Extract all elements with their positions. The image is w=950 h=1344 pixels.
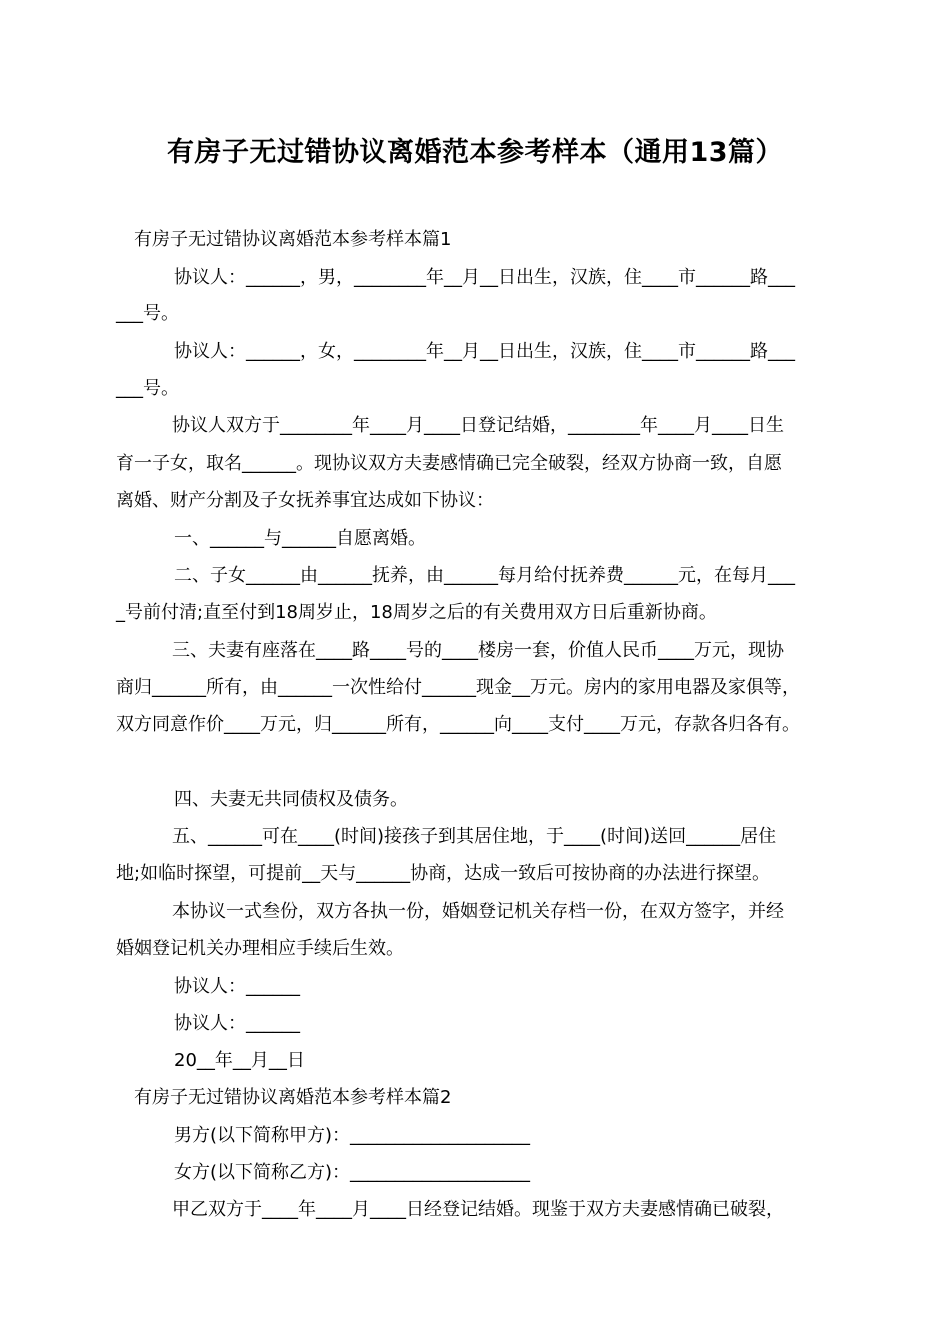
paragraph-line: 地;如临时探望，可提前__天与______协商，达成一致后可按协商的办法进行探望。 <box>116 863 771 884</box>
paragraph-line: ___号。 <box>116 303 179 324</box>
document-title: 有房子无过错协议离婚范本参考样本（通用13篇） <box>166 137 784 168</box>
paragraph-line: ___号。 <box>116 378 179 399</box>
paragraph-line: 三、夫妻有座落在____路____号的____楼房一套，价值人民币____万元，现协 <box>172 640 784 661</box>
paragraph-line: 婚姻登记机关办理相应手续后生效。 <box>116 938 404 959</box>
paragraph-line: 女方(以下简称乙方)：____________________ <box>174 1162 531 1183</box>
paragraph-line: 一、______与______自愿离婚。 <box>174 528 426 549</box>
paragraph-line: _号前付清;直至付到18周岁止，18周岁之后的有关费用双方日后重新协商。 <box>116 602 717 623</box>
paragraph-line: 育一子女，取名______。现协议双方夫妻感情确已完全破裂，经双方协商一致，自愿 <box>116 453 782 474</box>
date-line: 20__年__月__日 <box>174 1050 305 1071</box>
paragraph-line: 五、______可在____(时间)接孩子到其居住地，于____(时间)送回______居住 <box>172 826 777 847</box>
paragraph-line: 男方(以下简称甲方)：____________________ <box>174 1125 531 1146</box>
paragraph-line: 商归______所有，由______一次性给付______现金__万元。房内的家用电器及家俱等， <box>116 677 800 698</box>
paragraph-line: 本协议一式叁份，双方各执一份，婚姻登记机关存档一份，在双方签字，并经 <box>172 901 784 922</box>
paragraph-line: 协议人：______，女，________年__月__日出生，汉族，住____市______路___ <box>174 341 795 362</box>
paragraph-line: 协议人：______，男，________年__月__日出生，汉族，住____市______路___ <box>174 267 795 288</box>
signature-line: 协议人：______ <box>174 976 300 997</box>
section-heading-2: 有房子无过错协议离婚范本参考样本篇2 <box>134 1087 452 1108</box>
paragraph-line: 甲乙双方于____年____月____日经登记结婚。现鉴于双方夫妻感情确已破裂， <box>172 1199 784 1220</box>
paragraph-line: 离婚、财产分割及子女抚养事宜达成如下协议： <box>116 490 494 511</box>
paragraph-line: 双方同意作价____万元，归______所有，______向____支付____万元，存款各归各有。 <box>116 714 800 735</box>
paragraph-line: 二、子女______由______抚养，由______每月给付抚养费______元，在每月___ <box>174 565 795 586</box>
signature-line: 协议人：______ <box>174 1013 300 1034</box>
paragraph-line: 协议人双方于________年____月____日登记结婚，________年____月____日生 <box>172 415 784 436</box>
section-heading-1: 有房子无过错协议离婚范本参考样本篇1 <box>134 229 452 250</box>
paragraph-line: 四、夫妻无共同债权及债务。 <box>174 789 408 810</box>
